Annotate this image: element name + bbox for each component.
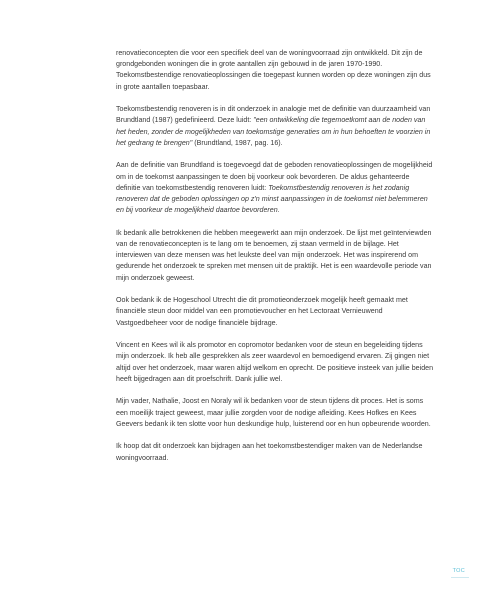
- toc-underline: [451, 577, 469, 578]
- paragraph-thanks-promotors: [116, 340, 434, 385]
- paragraph-thanks-hogeschool: [116, 295, 434, 329]
- paragraph-thanks-interviewees: [116, 228, 434, 284]
- paragraph-renovatieconcepten: [116, 48, 434, 93]
- paragraph-closing: [116, 441, 434, 463]
- paragraph-text: Ik hoop dat dit onderzoek kan bijdragen aan het toekomstbestendiger maken van de Nederlandse woningvoorraad.: [116, 442, 423, 462]
- paragraph-brundtland-definition: [116, 104, 434, 149]
- paragraph-thanks-family: [116, 396, 434, 430]
- paragraph-text: renovatieconcepten die voor een specifiek deel van de woningvoorraad zijn ontwikkeld. Dit zijn de grondgebonden woningen die in grote aantallen zijn gebouwd in de jaren 1970-1990. Toekomstbestendige renovatieoplossingen die toegepast kunnen worden op deze woningen zijn dus in grote aantallen toepasbaar.: [116, 49, 431, 91]
- paragraph-text: Toekomstbestendig renoveren is in dit onderzoek in analogie met de definitie van duurzaamheid van Brundtland (1987) gedefinieerd. Deze luidt:: [116, 105, 431, 125]
- paragraph-text: Ik bedank alle betrokkenen die hebben meegewerkt aan mijn onderzoek. De lijst met geïnterviewden van de renovatieconcepten is te lang om te benoemen, zij staan vermeld in de bijlage. Het interviewen van deze mensen was het leukste deel van mijn onderzoek. Het was inspirerend om gedurende het onderzoek te spreken met mensen uit de praktijk. Het is een waardevolle periode van mijn onderzoek geweest.: [116, 228, 432, 282]
- body-text: [116, 48, 434, 464]
- definition-italic: Toekomstbestendig renoveren is het zodanig renoveren dat de geboden oplossingen op z'n minst aanpassingen in de toekomst niet belemmeren en bij voorkeur de mogelijkheid daartoe bevorderen.: [116, 183, 428, 215]
- paragraph-text: Ook bedank ik de Hogeschool Utrecht die dit promotieonderzoek mogelijk heeft gemaakt met financiële steun door middel van een promotievoucher en het Lectoraat Vernieuwend Vastgoedbeheer voor de nodige financiële bijdrage.: [116, 296, 408, 327]
- paragraph-text: Vincent en Kees wil ik als promotor en copromotor bedanken voor de steun en begeleiding tijdens mijn onderzoek. Ik heb alle gesprekken als zeer waardevol en bemoedigend ervaren. Zij gingen niet altijd over het onderzoek, maar waren altijd welkom en oprecht. De positieve insteek van jullie beiden heeft bijgedragen aan dit proefschrift. Dank jullie wel.: [116, 341, 434, 383]
- toc-link[interactable]: TOC: [452, 568, 465, 574]
- paragraph-toekomstbestendig-definition: [116, 160, 434, 216]
- paragraph-text: Mijn vader, Nathalie, Joost en Noraly wil ik bedanken voor de steun tijdens dit proces. Het is soms een moeilijk traject geweest, maar jullie zorgden voor de nodige afleiding. Kees Hofkes en Kees Geevers bedank ik ten slotte voor hun deskundige hulp, luisterend oor en hun opbeurende woorden.: [116, 397, 431, 428]
- paragraph-text: (Brundtland, 1987, pag. 16).: [192, 138, 283, 147]
- brundtland-quote: "een ontwikkeling die tegemoetkomt aan de noden van het heden, zonder de mogelijkheden van toekomstige generaties om in hun behoeften te voorzien in het gedrang te brengen": [116, 116, 431, 147]
- paragraph-text: Aan de definitie van Brundtland is toegevoegd dat de geboden renovatieoplossingen de mogelijkheid om in de toekomst aanpassingen te doen bij voorkeur ook bevorderen. De aldus gehanteerde definitie van toekomstbestendig renoveren luidt:: [116, 161, 433, 192]
